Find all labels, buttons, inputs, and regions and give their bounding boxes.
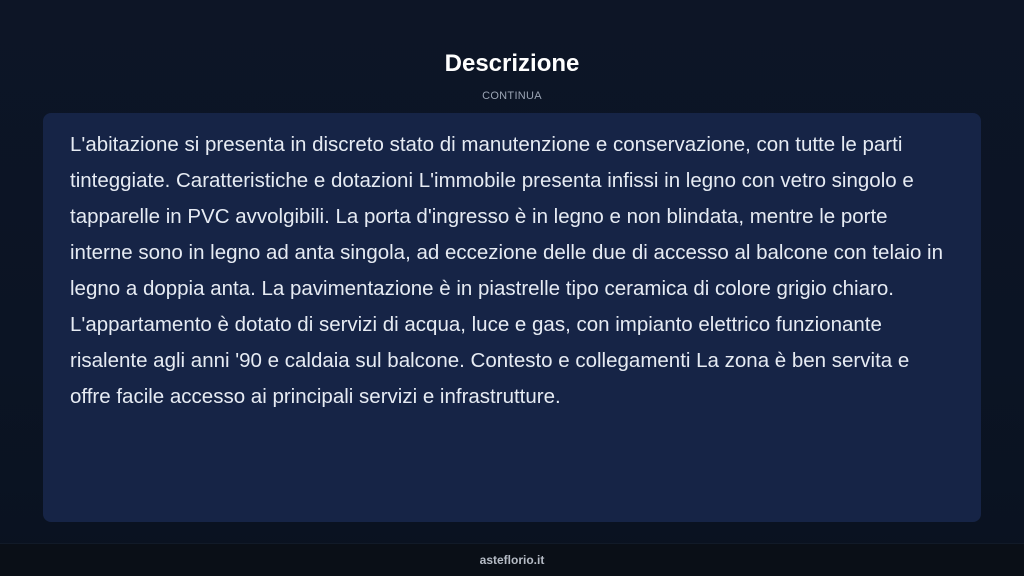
footer-site-name: asteflorio.it (479, 553, 545, 567)
page-subtitle: CONTINUA (482, 90, 542, 102)
description-text: L'abitazione si presenta in discreto stato di manutenzione e conservazione, con tutte le parti tinteggiate. Caratteristiche e dotazioni L'immobile presenta infissi in legno con vetro singolo e tapparelle in PVC avvolgibili. La porta d'ingresso è in legno e non blindata, mentre le porte interne sono in legno ad anta singola, ad eccezione delle due di accesso al balcone con telaio in legno a doppia anta. La pavimentazione è in piastrelle tipo ceramica di colore grigio chiaro. L'appartamento è dotato di servizi di acqua, luce e gas, con impianto elettrico funzionante risalente agli anni '90 e caldaia sul balcone. Contesto e collegamenti La zona è ben servita e offre facile accesso ai principali servizi e infrastrutture. (70, 133, 944, 408)
description-card (43, 113, 981, 522)
page-title: Descrizione (444, 50, 580, 77)
footer-bar (0, 543, 1024, 576)
